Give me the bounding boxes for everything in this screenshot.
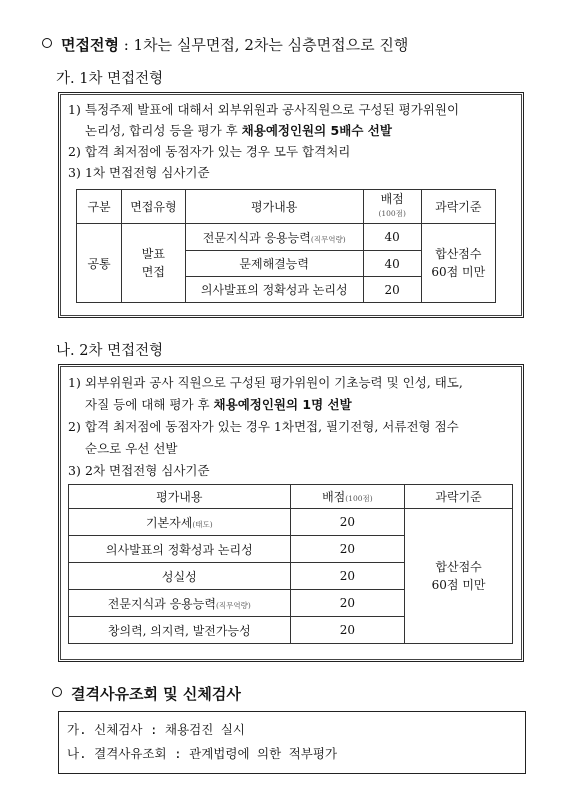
item-text: 자질 등에 대해 평가 후 <box>85 397 214 412</box>
header-fail: 과락기준 <box>421 190 495 224</box>
round2-heading: 나. 2차 면접전형 <box>56 343 164 359</box>
item-text-bold: 채용예정인원의 1명 선발 <box>213 397 352 412</box>
cell-content: 창의력, 의지력, 발전가능성 <box>69 617 291 644</box>
round1-item-3 <box>68 164 210 182</box>
item-text: 합격 최저점에 동점자가 있는 경우 모두 합격처리 <box>85 144 351 159</box>
header-score: 배점 (100점) <box>363 190 421 224</box>
round2-item-1 <box>68 374 463 392</box>
item-number: 2) <box>68 419 81 434</box>
item-text: 2차 면접전형 심사기준 <box>85 463 210 478</box>
item-number: 2) <box>68 144 81 159</box>
check-line-2: 나. 결격사유조회 : 관계법령에 의한 적부평가 <box>67 746 338 761</box>
section-title-rest: : 1차는 실무면접, 2차는 심층면접으로 진행 <box>118 36 409 54</box>
cell-score: 40 <box>363 224 421 251</box>
round2-criteria-table <box>68 484 513 644</box>
cell-gubun: 공통 <box>77 224 122 303</box>
section-heading-interview <box>42 34 408 55</box>
cell-content: 전문지식과 응용능력(직무역량) <box>69 590 291 617</box>
section-title: 결격사유조회 및 신체검사 <box>71 685 241 703</box>
cell-content: 의사발표의 정확성과 논리성 <box>69 536 291 563</box>
item-text: 외부위원과 공사 직원으로 구성된 평가위원이 기초능력 및 인성, 태도, <box>85 375 463 390</box>
round2-item-1-cont <box>85 396 352 414</box>
cell-score: 40 <box>363 251 421 277</box>
header-gubun: 구분 <box>77 190 122 224</box>
header-score: 배점(100점) <box>290 485 405 509</box>
round2-item-2 <box>68 418 459 436</box>
item-text: 합격 최저점에 동점자가 있는 경우 1차면접, 필기전형, 서류전형 점수 <box>85 419 459 434</box>
item-number: 3) <box>68 463 81 478</box>
item-number: 3) <box>68 165 81 180</box>
cell-score: 20 <box>290 617 405 644</box>
cell-score: 20 <box>290 509 405 536</box>
cell-fail: 합산점수 60점 미만 <box>421 224 495 303</box>
cell-fail: 합산점수 60점 미만 <box>405 509 513 644</box>
cell-score: 20 <box>290 563 405 590</box>
table-row <box>69 509 513 536</box>
circle-bullet-icon <box>42 38 52 48</box>
round2-item-2-cont <box>85 440 177 458</box>
cell-content: 의사발표의 정확성과 논리성 <box>185 277 363 303</box>
header-content: 평가내용 <box>185 190 363 224</box>
item-number: 1) <box>68 102 81 117</box>
cell-content: 전문지식과 응용능력(직무역량) <box>185 224 363 251</box>
cell-score: 20 <box>290 590 405 617</box>
header-content: 평가내용 <box>69 485 291 509</box>
round2-item-3 <box>68 462 210 480</box>
round1-heading: 가. 1차 면접전형 <box>56 71 164 87</box>
item-text: 1차 면접전형 심사기준 <box>85 165 210 180</box>
header-type: 면접유형 <box>122 190 186 224</box>
round1-item-2 <box>68 143 350 161</box>
cell-content: 기본자세(태도) <box>69 509 291 536</box>
circle-bullet-icon <box>52 687 62 697</box>
round1-item-1 <box>68 101 459 119</box>
cell-content: 성실성 <box>69 563 291 590</box>
cell-score: 20 <box>290 536 405 563</box>
check-line-1: 가. 신체검사 : 채용검진 실시 <box>67 722 245 737</box>
item-text-bold: 채용예정인원의 5배수 선발 <box>241 123 392 138</box>
item-text: 순으로 우선 선발 <box>85 441 178 456</box>
section-heading-check <box>52 683 241 704</box>
table-row <box>77 224 496 251</box>
round1-item-1-cont <box>85 122 392 140</box>
section-title: 면접전형 <box>61 36 119 54</box>
item-text: 특정주제 발표에 대해서 외부위원과 공사직원으로 구성된 평가위원이 <box>85 102 460 117</box>
header-fail: 과락기준 <box>405 485 513 509</box>
cell-score: 20 <box>363 277 421 303</box>
round1-criteria-table <box>76 189 496 303</box>
item-number: 1) <box>68 375 81 390</box>
cell-content: 문제해결능력 <box>185 251 363 277</box>
item-text: 논리성, 합리성 등을 평가 후 <box>85 123 242 138</box>
cell-type: 발표 면접 <box>122 224 186 303</box>
